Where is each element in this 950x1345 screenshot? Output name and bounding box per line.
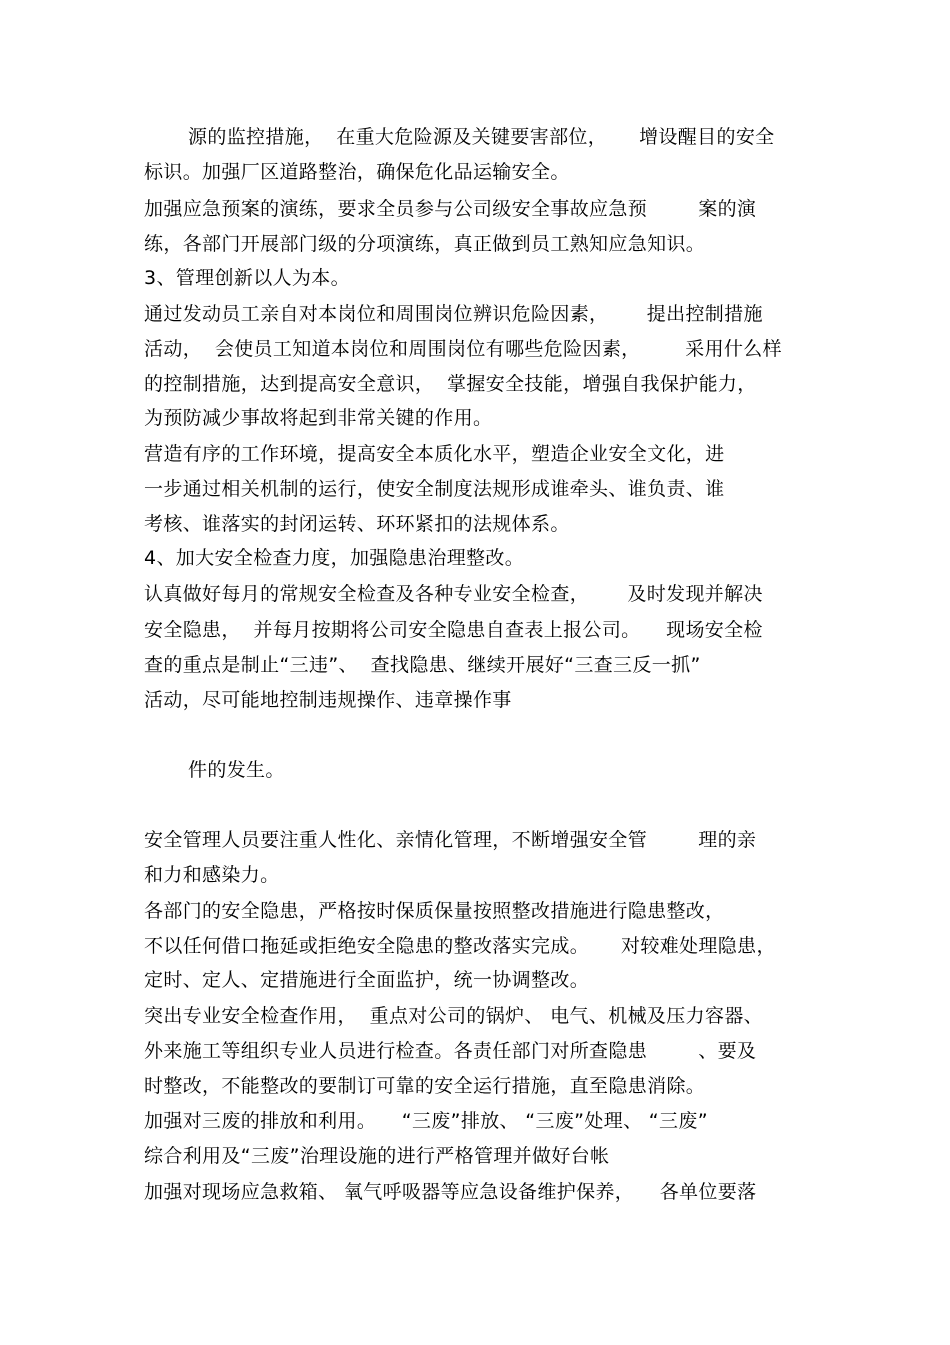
text-line: 练，各部门开展部门级的分项演练，真正做到员工熟知应急知识。	[144, 233, 706, 255]
section-heading: 3、管理创新以人为本。	[144, 267, 350, 289]
text-line: 源的监控措施， 在重大危险源及关键要害部位， 增设醒目的安全	[188, 126, 775, 148]
text-line: 活动， 会使员工知道本岗位和周围岗位有哪些危险因素， 采用什么样	[144, 338, 783, 360]
text-line: 时整改，不能整改的要制订可靠的安全运行措施，直至隐患消除。	[144, 1075, 706, 1097]
text-line: 件的发生。	[188, 759, 285, 781]
text-line: 一步通过相关机制的运行，使安全制度法规形成谁牵头、谁负责、谁	[144, 478, 725, 500]
text-line: 安全管理人员要注重人性化、亲情化管理，不断增强安全管 理的亲	[144, 829, 757, 851]
text-line: 加强应急预案的演练，要求全员参与公司级安全事故应急预 案的演	[144, 198, 757, 220]
text-line: 活动，尽可能地控制违规操作、违章操作事	[144, 689, 512, 711]
text-line: 安全隐患， 并每月按期将公司安全隐患自查表上报公司。 现场安全检	[144, 619, 763, 641]
text-line: 各部门的安全隐患，严格按时保质保量按照整改措施进行隐患整改，	[144, 900, 725, 922]
text-line: 和力和感染力。	[144, 864, 280, 886]
text-line: 营造有序的工作环境，提高安全本质化水平，塑造企业安全文化，进	[144, 443, 725, 465]
text-line: 为预防减少事故将起到非常关键的作用。	[144, 407, 493, 429]
text-line: 外来施工等组织专业人员进行检查。各责任部门对所查隐患 、要及	[144, 1040, 757, 1062]
text-line: 标识。加强厂区道路整治，确保危化品运输安全。	[144, 161, 570, 183]
text-line: 突出专业安全检查作用， 重点对公司的锅炉、 电气、机械及压力容器、	[144, 1005, 764, 1027]
text-line: 通过发动员工亲自对本岗位和周围岗位辨识危险因素， 提出控制措施	[144, 303, 763, 325]
text-line: 加强对现场应急救箱、 氧气呼吸器等应急设备维护保养， 各单位要落	[144, 1181, 757, 1203]
text-line: 不以任何借口拖延或拒绝安全隐患的整改落实完成。 对较难处理隐患，	[144, 935, 776, 957]
text-line: 认真做好每月的常规安全检查及各种专业安全检查， 及时发现并解决	[144, 583, 763, 605]
section-heading: 4、加大安全检查力度，加强隐患治理整改。	[144, 547, 525, 569]
text-line: 考核、谁落实的封闭运转、环环紧扣的法规体系。	[144, 513, 570, 535]
text-line: 的控制措施，达到提高安全意识， 掌握安全技能，增强自我保护能力，	[144, 373, 757, 395]
text-line: 加强对三废的排放和利用。 “三废”排放、 “三废”处理、 “三废”	[144, 1110, 708, 1132]
text-line: 查的重点是制止“三违”、 查找隐患、继续开展好“三查三反一抓”	[144, 654, 701, 676]
text-line: 定时、定人、定措施进行全面监护，统一协调整改。	[144, 969, 590, 991]
text-line: 综合利用及“三废”治理设施的进行严格管理并做好台帐	[144, 1145, 610, 1167]
